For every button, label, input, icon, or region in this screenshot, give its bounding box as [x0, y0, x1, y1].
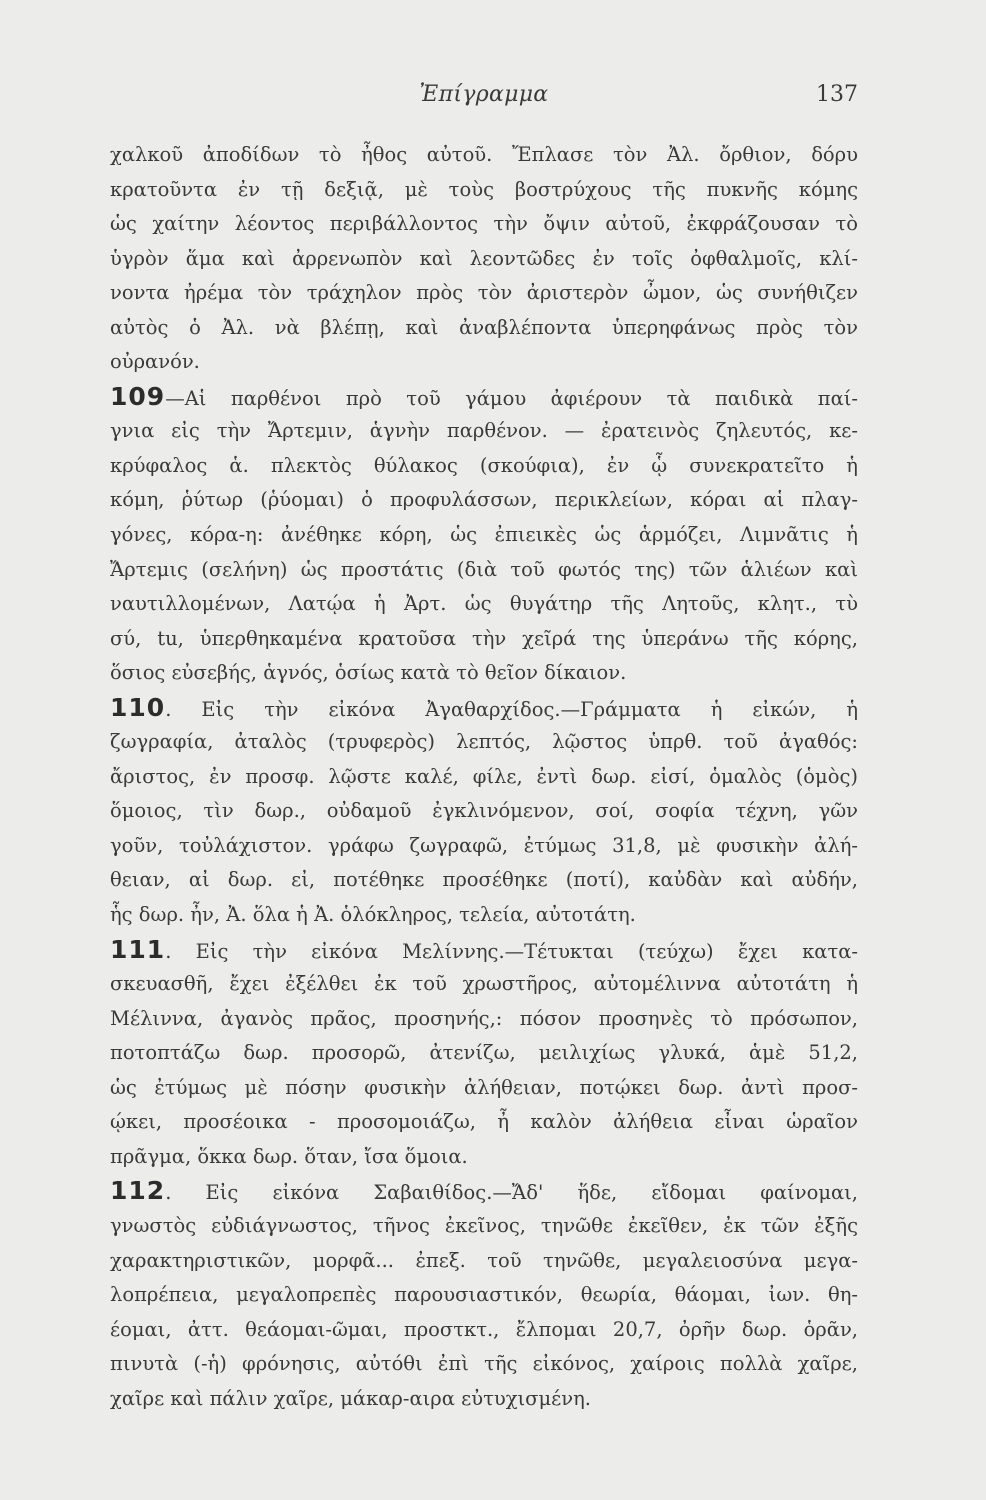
- text-line: αὐτὸς ὁ Ἀλ. νὰ βλέπῃ, καὶ ἀναβλέποντα ὑπερηφάνως πρὸς τὸν: [110, 315, 858, 339]
- text-line: χαῖρε καὶ πάλιν χαῖρε, μάκαρ-αιρα εὐτυχισμένη.: [110, 1386, 592, 1410]
- text-line: σύ, tu, ὑπερθηκαμένα κρατοῦσα τὴν χεῖρά της ὑπεράνω τῆς κόρης,: [110, 626, 858, 650]
- running-title: Ἐπίγραμμα: [419, 82, 549, 107]
- page-number: 137: [816, 82, 858, 107]
- text-line: ὑγρὸν ἅμα καὶ ἀρρενωπὸν καὶ λεοντῶδες ἐν τοῖς ὀφθαλμοῖς, κλί-: [110, 246, 858, 270]
- text-line: λοπρέπεια, μεγαλοπρεπὲς παρουσιαστικόν, θεωρία, θάομαι, ἰων. θη-: [110, 1283, 858, 1307]
- section-112-first-line: [110, 1174, 858, 1209]
- text-line: Μέλιννα, ἀγανὸς πρᾶος, προσηνής,: πόσον προσηνὲς τὸ πρόσωπον,: [110, 1006, 858, 1030]
- section-number-110: 110: [110, 692, 166, 722]
- text-line: ὅσιος εὐσεβής, ἁγνός, ὁσίως κατὰ τὸ θεῖον δίκαιον.: [110, 661, 627, 685]
- text-line: χαρακτηριστικῶν, μορφᾶ... ἐπεξ. τοῦ τηνῶθε, μεγαλειοσύνα μεγα-: [110, 1248, 858, 1272]
- text-line: γόνες, κόρα-η: ἀνέθηκε κόρη, ὡς ἐπιεικὲς ὡς ἁρμόζει, Λιμνᾶτις ἡ: [110, 523, 858, 547]
- text-line: κόμη, ῥύτωρ (ῥύομαι) ὁ προφυλάσσων, περικλείων, κόραι αἱ πλαγ-: [110, 488, 858, 512]
- section-109-first-line: [110, 380, 858, 415]
- page-header: [110, 82, 858, 116]
- section-number-109: 109: [110, 381, 166, 411]
- text-line: . Εἰς εἰκόνα Σαβαιθίδος.—Ἄδ' ἥδε, εἴδομαι φαίνομαι,: [165, 1181, 858, 1205]
- text-line: κρατοῦντα ἐν τῇ δεξιᾷ, μὲ τοὺς βοστρύχους τῆς πυκνῆς κόμης: [110, 177, 858, 201]
- text-line: ὡς χαίτην λέοντος περιβάλλοντος τὴν ὄψιν αὐτοῦ, ἐκφράζουσαν τὸ: [110, 212, 858, 236]
- text-line: ναυτιλλομένων, Λατῴα ἡ Ἀρτ. ὡς θυγάτηρ τῆς Λητοῦς, κλητ., τὺ: [110, 592, 858, 616]
- text-line: γνια εἰς τὴν Ἄρτεμιν, ἁγνὴν παρθένον. — ἐρατεινὸς ζηλευτός, κε-: [110, 419, 858, 443]
- text-line: Ἄρτεμις (σελήνη) ὡς προστάτις (διὰ τοῦ φωτός της) τῶν ἁλιέων καὶ: [110, 557, 858, 581]
- text-line: —Αἱ παρθένοι πρὸ τοῦ γάμου ἀφιέρουν τὰ παιδικὰ παί-: [165, 386, 858, 410]
- section-110-first-line: [110, 691, 858, 726]
- text-line: ἄριστος, ἐν προσφ. λῷστε καλέ, φίλε, ἐντὶ δωρ. εἰσί, ὁμαλὸς (ὁμὸς): [110, 764, 858, 788]
- section-number-111: 111: [110, 934, 166, 964]
- text-line: ὅμοιος, τὶν δωρ., οὐδαμοῦ ἐγκλινόμενον, σοί, σοφία τέχνη, γῶν: [110, 799, 858, 823]
- section-111-first-line: [110, 933, 858, 968]
- text-line: γοῦν, τοὐλάχιστον. γράφω ζωγραφῶ, ἐτύμως 31,8, μὲ φυσικὴν ἀλή-: [110, 833, 858, 857]
- text-line: . Εἰς τὴν εἰκόνα Μελίννης.—Τέτυκται (τεύχω) ἔχει κατα-: [165, 939, 858, 963]
- text-line: χαλκοῦ ἀποδίδων τὸ ἦθος αὐτοῦ. Ἔπλασε τὸν Ἀλ. ὄρθιον, δόρυ: [110, 143, 858, 166]
- text-line: ἧς δωρ. ἦν, Ἀ. ὅλα ἡ Ἀ. ὁλόκληρος, τελεία, αὐτοτάτη.: [110, 903, 636, 927]
- text-line: πρᾶγμα, ὅκκα δωρ. ὅταν, ἴσα ὅμοια.: [110, 1144, 468, 1168]
- text-line: κρύφαλος ἁ. πλεκτὸς θύλακος (σκούφια), ἐν ᾧ συνεκρατεῖτο ἡ: [110, 453, 858, 477]
- text-line: σκευασθῆ, ἔχει ἐξέλθει ἐκ τοῦ χρωστῆρος, αὐτομέλιννα αὐτοτάτη ἡ: [110, 972, 858, 996]
- text-line: οὐρανόν.: [110, 350, 200, 374]
- text-line: πινυτὰ (-ἡ) φρόνησις, αὐτόθι ἐπὶ τῆς εἰκόνος, χαίροις πολλὰ χαῖρε,: [110, 1352, 858, 1376]
- text-line: θειαν, αἰ δωρ. εἰ, ποτέθηκε προσέθηκε (ποτί), καὐδὰν καὶ αὐδήν,: [110, 868, 858, 892]
- text-line: ζωγραφία, ἀταλὸς (τρυφερὸς) λεπτός, λῷστος ὑπρθ. τοῦ ἀγαθός:: [110, 730, 858, 754]
- text-line: ποτοπτάζω δωρ. προσορῶ, ἀτενίζω, μειλιχίως γλυκά, ἁμὲ 51,2,: [110, 1041, 858, 1065]
- text-line: . Εἰς τὴν εἰκόνα Ἀγαθαρχίδος.—Γράμματα ἡ εἰκών, ἡ: [165, 697, 858, 721]
- commentary-text: [110, 138, 858, 1416]
- text-line: έομαι, ἀττ. θεάομαι-ῶμαι, προστκτ., ἔλπομαι 20,7, ὀρῆν δωρ. ὁρᾶν,: [110, 1317, 858, 1341]
- text-line: ὡς ἐτύμως μὲ πόσην φυσικὴν ἀλήθειαν, ποτῴκει δωρ. ἀντὶ προσ-: [110, 1075, 858, 1099]
- text-line: νοντα ἠρέμα τὸν τράχηλον πρὸς τὸν ἀριστερὸν ὦμον, ὡς συνήθιζεν: [110, 281, 858, 305]
- text-line: ῴκει, προσέοικα - προσομοιάζω, ἦ καλὸν ἀλήθεια εἶναι ὡραῖον: [110, 1110, 858, 1134]
- section-number-112: 112: [110, 1176, 166, 1206]
- text-line: γνωστὸς εὐδιάγνωστος, τῆνος ἐκεῖνος, τηνῶθε ἐκεῖθεν, ἐκ τῶν ἐξῆς: [110, 1213, 858, 1237]
